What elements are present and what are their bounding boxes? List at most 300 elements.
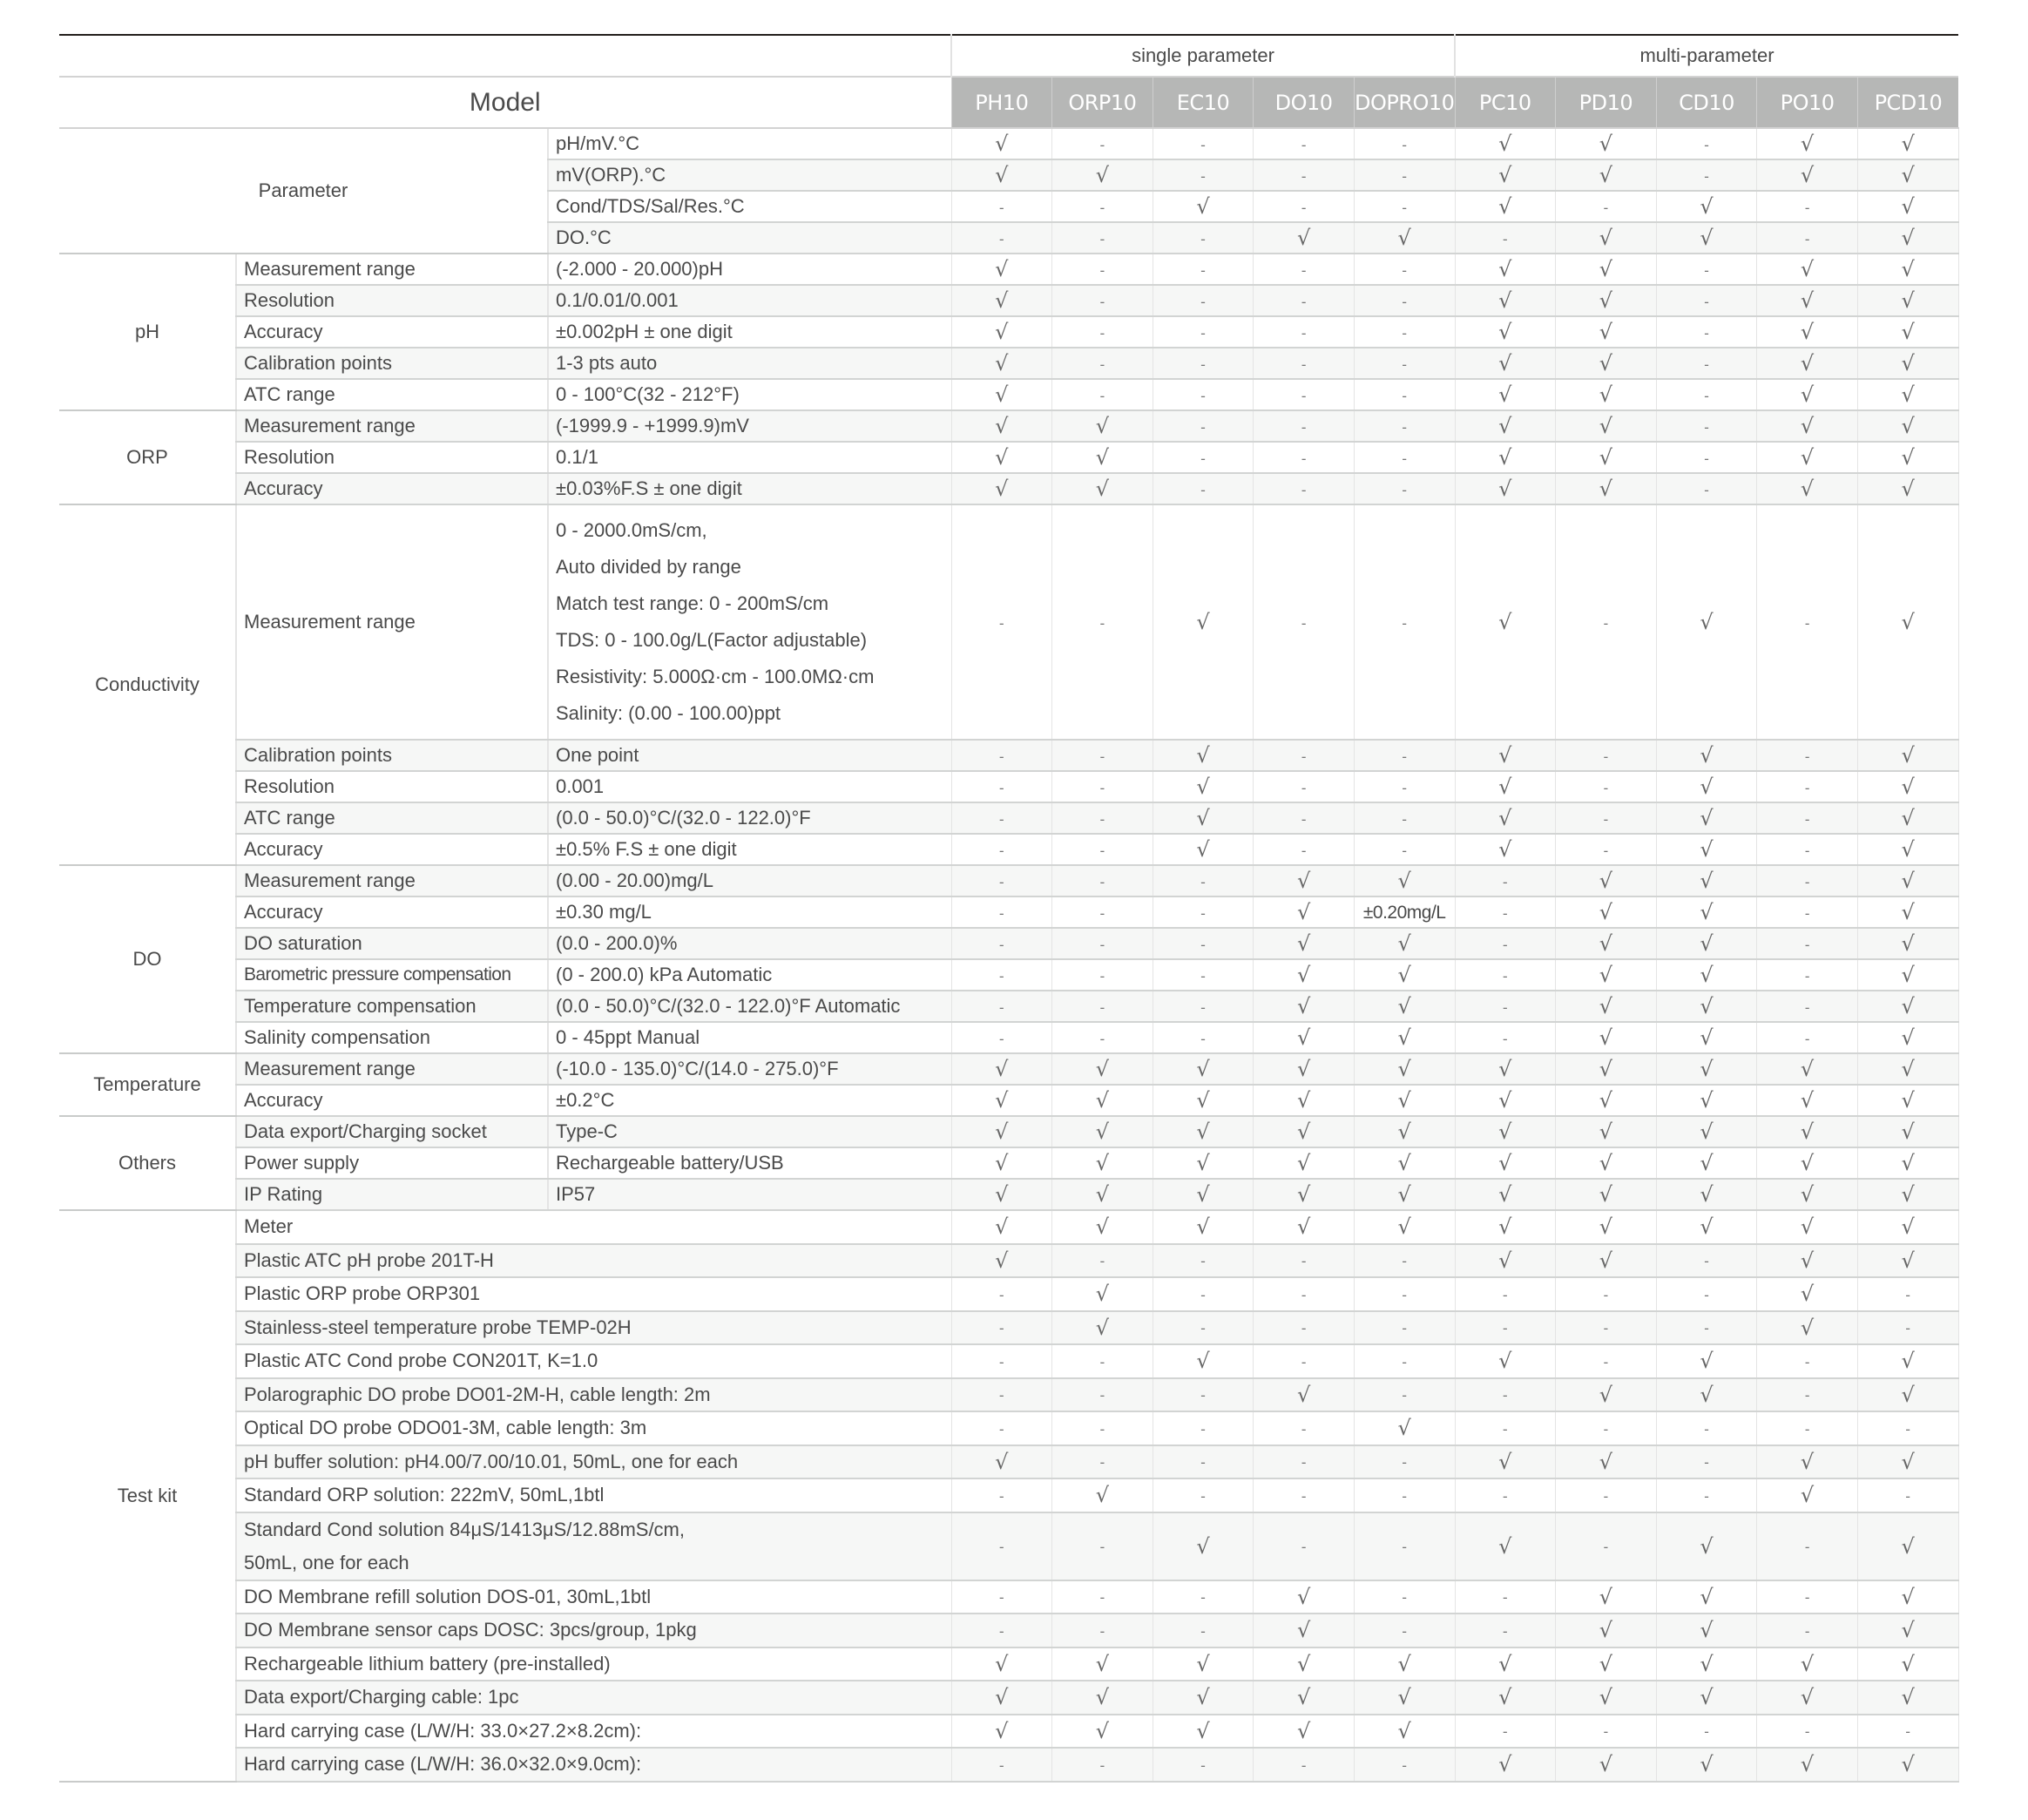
kit-item-line: DO Membrane refill solution DOS-01, 30mL,1btl (244, 1585, 652, 1607)
cell-ec10 (1153, 159, 1254, 191)
check-icon: √ (1498, 194, 1512, 219)
cell-pcd10 (1857, 1053, 1958, 1085)
dash-icon: - (1402, 1253, 1408, 1270)
cell-ph10 (951, 1614, 1052, 1647)
cell-orp10 (1052, 740, 1153, 771)
kit-item-line: 50mL, one for each (244, 1551, 409, 1573)
kit-item-line: Plastic ORP probe ORP301 (244, 1282, 481, 1305)
dash-icon: - (1704, 1420, 1709, 1438)
check-icon: √ (1498, 1151, 1512, 1175)
kit-item-label (236, 1614, 951, 1647)
check-icon: √ (995, 1057, 1009, 1081)
cell-pc10 (1455, 865, 1556, 896)
check-icon: √ (1498, 445, 1512, 470)
cell-cd10 (1656, 771, 1757, 802)
cell-pc10 (1455, 442, 1556, 473)
cell-cd10 (1656, 159, 1757, 191)
check-icon: √ (1296, 1057, 1311, 1081)
cell-do10 (1254, 316, 1355, 348)
cell-cd10 (1656, 1445, 1757, 1479)
dash-icon: - (1804, 1622, 1810, 1640)
cell-cd10 (1656, 991, 1757, 1022)
spec-label: Barometric pressure compensation (236, 959, 548, 991)
cell-dopro10 (1354, 379, 1455, 410)
cell-do10 (1254, 896, 1355, 928)
cell-ph10 (951, 1053, 1052, 1085)
cell-dopro10 (1354, 896, 1455, 928)
cell-cd10 (1656, 442, 1757, 473)
dash-icon: - (1200, 1589, 1206, 1607)
cell-orp10 (1052, 1580, 1153, 1614)
cell-po10 (1757, 991, 1858, 1022)
dash-icon: - (1402, 199, 1408, 216)
spec-label: Accuracy (236, 1085, 548, 1116)
cell-pcd10 (1857, 802, 1958, 834)
dash-icon: - (1301, 748, 1307, 765)
check-icon: √ (1901, 806, 1915, 830)
check-icon: √ (1095, 1182, 1110, 1207)
parameter-value: DO.°C (548, 222, 951, 254)
cell-ec10 (1153, 316, 1254, 348)
spec-value: ±0.2°C (548, 1085, 951, 1116)
cell-cd10 (1656, 128, 1757, 159)
cell-ec10 (1153, 1147, 1254, 1179)
cell-dopro10 (1354, 410, 1455, 442)
cell-ec10 (1153, 1311, 1254, 1345)
check-icon: √ (995, 445, 1009, 470)
cell-pd10 (1556, 285, 1657, 316)
table-row (59, 1022, 1958, 1053)
dash-icon: - (998, 1756, 1004, 1774)
cell-orp10 (1052, 834, 1153, 865)
cell-orp10 (1052, 222, 1153, 254)
cell-dopro10 (1354, 1311, 1455, 1345)
dash-icon: - (1200, 1320, 1206, 1337)
check-icon: √ (1599, 1382, 1613, 1407)
dash-icon: - (1905, 1286, 1911, 1303)
spec-label: Salinity compensation (236, 1022, 548, 1053)
check-icon: √ (1296, 1584, 1311, 1609)
kit-item-label (236, 1277, 951, 1311)
dash-icon: - (998, 873, 1004, 890)
check-icon: √ (1700, 743, 1714, 768)
dash-icon: - (1200, 936, 1206, 953)
dash-icon: - (1704, 261, 1709, 279)
cell-orp10 (1052, 1614, 1153, 1647)
table-row (59, 928, 1958, 959)
cell-pc10 (1455, 285, 1556, 316)
check-icon: √ (1296, 1685, 1311, 1710)
cell-po10 (1757, 928, 1858, 959)
cell-do10 (1254, 379, 1355, 410)
cell-orp10 (1052, 410, 1153, 442)
cell-dopro10 (1354, 1748, 1455, 1782)
check-icon: √ (1800, 1120, 1815, 1144)
check-icon: √ (995, 257, 1009, 281)
cell-po10 (1757, 1147, 1858, 1179)
cell-po10 (1757, 1244, 1858, 1278)
check-icon: √ (1599, 1618, 1613, 1643)
kit-item-line: Plastic ATC pH probe 201T-H (244, 1248, 494, 1271)
dash-icon: - (1200, 1487, 1206, 1505)
dash-icon: - (1402, 293, 1408, 310)
dash-icon: - (1502, 998, 1508, 1016)
cell-ph10 (951, 1512, 1052, 1580)
cell-ec10 (1153, 1116, 1254, 1147)
cell-pd10 (1556, 1210, 1657, 1244)
check-icon: √ (995, 477, 1009, 501)
check-icon: √ (1599, 1025, 1613, 1050)
dash-icon: - (1099, 136, 1105, 153)
cell-ec10 (1153, 285, 1254, 316)
check-icon: √ (1800, 477, 1815, 501)
dash-icon: - (1200, 167, 1206, 185)
check-icon: √ (995, 163, 1009, 187)
check-icon: √ (1196, 743, 1210, 768)
table-row (59, 348, 1958, 379)
cell-orp10 (1052, 991, 1153, 1022)
check-icon: √ (1498, 806, 1512, 830)
check-icon: √ (1599, 320, 1613, 344)
cell-po10 (1757, 1715, 1858, 1749)
cell-pc10 (1455, 222, 1556, 254)
cell-po10 (1757, 771, 1858, 802)
check-icon: √ (995, 1088, 1009, 1113)
cell-do10 (1254, 1614, 1355, 1647)
table-row (59, 1715, 1958, 1749)
cell-pd10 (1556, 504, 1657, 740)
cell-pcd10 (1857, 959, 1958, 991)
check-icon: √ (1397, 1416, 1411, 1441)
cell-pcd10 (1857, 1614, 1958, 1647)
check-icon: √ (995, 382, 1009, 407)
check-icon: √ (1095, 1282, 1110, 1307)
dash-icon: - (1200, 418, 1206, 436)
cell-po10 (1757, 1681, 1858, 1715)
check-icon: √ (1196, 806, 1210, 830)
dash-icon: - (1099, 1420, 1105, 1438)
cell-po10 (1757, 1647, 1858, 1681)
cell-cd10 (1656, 504, 1757, 740)
parameter-value: Cond/TDS/Sal/Res.°C (548, 191, 951, 222)
cell-pcd10 (1857, 191, 1958, 222)
cell-pc10 (1455, 379, 1556, 410)
cell-do10 (1254, 1277, 1355, 1311)
cell-cd10 (1656, 285, 1757, 316)
check-icon: √ (995, 1651, 1009, 1676)
cell-ph10 (951, 1244, 1052, 1278)
cell-pcd10 (1857, 410, 1958, 442)
spec-label: Accuracy (236, 896, 548, 928)
kit-item-label (236, 1311, 951, 1345)
dash-icon: - (998, 1539, 1004, 1555)
cell-pd10 (1556, 1344, 1657, 1378)
cell-po10 (1757, 1022, 1858, 1053)
cell-po10 (1757, 1580, 1858, 1614)
check-icon: √ (1700, 931, 1714, 956)
cell-pd10 (1556, 1053, 1657, 1085)
dash-icon: - (1200, 967, 1206, 984)
section-title-others: Others (59, 1116, 236, 1210)
cell-pcd10 (1857, 1681, 1958, 1715)
spec-label: Calibration points (236, 740, 548, 771)
spec-value: ±0.03%F.S ± one digit (548, 473, 951, 504)
check-icon: √ (1901, 257, 1915, 281)
dash-icon: - (1099, 1454, 1105, 1472)
dash-icon: - (1099, 1622, 1105, 1640)
check-icon: √ (1095, 1214, 1110, 1240)
cell-ph10 (951, 379, 1052, 410)
model-do10: DO10 (1254, 77, 1355, 128)
check-icon: √ (1498, 1057, 1512, 1081)
cell-pc10 (1455, 1512, 1556, 1580)
cell-cd10 (1656, 1210, 1757, 1244)
cell-do10 (1254, 1378, 1355, 1412)
spec-value-line: TDS: 0 - 100.0g/L(Factor adjustable) (556, 629, 868, 651)
check-icon: √ (1901, 1057, 1915, 1081)
cell-ec10 (1153, 1411, 1254, 1445)
cell-dopro10 (1354, 191, 1455, 222)
dash-icon: - (1704, 167, 1709, 185)
cell-orp10 (1052, 1147, 1153, 1179)
cell-ph10 (951, 222, 1052, 254)
cell-pd10 (1556, 410, 1657, 442)
cell-pd10 (1556, 159, 1657, 191)
cell-po10 (1757, 285, 1858, 316)
cell-ec10 (1153, 1478, 1254, 1512)
dash-icon: - (1603, 842, 1609, 859)
cell-do10 (1254, 771, 1355, 802)
cell-do10 (1254, 1022, 1355, 1053)
check-icon: √ (1901, 1382, 1915, 1407)
check-icon: √ (1901, 775, 1915, 799)
check-icon: √ (1498, 610, 1512, 634)
dash-icon: - (1301, 1286, 1307, 1303)
section-title-parameter: Parameter (59, 128, 548, 254)
spec-value: One point (548, 740, 951, 771)
dash-icon: - (1804, 998, 1810, 1016)
cell-pd10 (1556, 740, 1657, 771)
cell-orp10 (1052, 771, 1153, 802)
cell-ec10 (1153, 771, 1254, 802)
check-icon: √ (1700, 1025, 1714, 1050)
check-icon: √ (1800, 351, 1815, 376)
cell-orp10 (1052, 1277, 1153, 1311)
table-row (59, 1344, 1958, 1378)
check-icon: √ (1800, 1651, 1815, 1676)
cell-do10 (1254, 802, 1355, 834)
kit-item-line: Plastic ATC Cond probe CON201T, K=1.0 (244, 1350, 598, 1372)
check-icon: √ (1397, 1151, 1411, 1175)
dash-icon: - (1099, 842, 1105, 859)
cell-po10 (1757, 348, 1858, 379)
cell-do10 (1254, 865, 1355, 896)
check-icon: √ (1800, 1088, 1815, 1113)
cell-po10 (1757, 1445, 1858, 1479)
spec-value: (-2.000 - 20.000)pH (548, 254, 951, 285)
check-icon: √ (1901, 477, 1915, 501)
check-icon: √ (1800, 1752, 1815, 1777)
cell-pc10 (1455, 1478, 1556, 1512)
cell-ph10 (951, 1277, 1052, 1311)
check-icon: √ (1800, 1057, 1815, 1081)
section-title-do: DO (59, 865, 236, 1053)
cell-ph10 (951, 991, 1052, 1022)
check-icon: √ (995, 1248, 1009, 1273)
cell-dopro10 (1354, 740, 1455, 771)
spec-value-line: Resistivity: 5.000Ω·cm - 100.0MΩ·cm (556, 666, 875, 687)
cell-cd10 (1656, 1116, 1757, 1147)
cell-dopro10 (1354, 285, 1455, 316)
dash-icon: - (1402, 748, 1408, 765)
cell-po10 (1757, 1512, 1858, 1580)
cell-pcd10 (1857, 771, 1958, 802)
cell-ec10 (1153, 991, 1254, 1022)
check-icon: √ (995, 1449, 1009, 1474)
check-icon: √ (1498, 743, 1512, 768)
dash-icon: - (1200, 873, 1206, 890)
dash-icon: - (1099, 614, 1105, 632)
cell-ph10 (951, 1715, 1052, 1749)
cell-pcd10 (1857, 504, 1958, 740)
check-icon: √ (1599, 257, 1613, 281)
table-row (59, 1277, 1958, 1311)
cell-pd10 (1556, 254, 1657, 285)
spec-value: (0 - 200.0) kPa Automatic (548, 959, 951, 991)
check-icon: √ (1296, 1120, 1311, 1144)
spec-label: DO saturation (236, 928, 548, 959)
check-icon: √ (1700, 1151, 1714, 1175)
spec-value: 0 - 100°C(32 - 212°F) (548, 379, 951, 410)
spec-value: (0.0 - 200.0)% (548, 928, 951, 959)
cell-po10 (1757, 959, 1858, 991)
dash-icon: - (1704, 387, 1709, 404)
dash-icon: - (1099, 936, 1105, 953)
check-icon: √ (1498, 1685, 1512, 1710)
cell-cd10 (1656, 1681, 1757, 1715)
cell-pc10 (1455, 928, 1556, 959)
check-icon: √ (1700, 837, 1714, 862)
cell-po10 (1757, 410, 1858, 442)
spec-value: 0 - 45ppt Manual (548, 1022, 951, 1053)
cell-po10 (1757, 1311, 1858, 1345)
dash-icon: - (1099, 387, 1105, 404)
check-icon: √ (995, 1120, 1009, 1144)
cell-ph10 (951, 1580, 1052, 1614)
check-icon: √ (1296, 963, 1311, 987)
check-icon: √ (1700, 1382, 1714, 1407)
spec-value: 0.001 (548, 771, 951, 802)
spec-value: (-10.0 - 135.0)°C/(14.0 - 275.0)°F (548, 1053, 951, 1085)
cell-cd10 (1656, 1085, 1757, 1116)
cell-cd10 (1656, 1478, 1757, 1512)
cell-ec10 (1153, 1445, 1254, 1479)
table-row (59, 410, 1958, 442)
dash-icon: - (1099, 230, 1105, 247)
check-icon: √ (1296, 994, 1311, 1018)
cell-pd10 (1556, 191, 1657, 222)
dash-icon: - (1804, 810, 1810, 828)
cell-pd10 (1556, 1614, 1657, 1647)
kit-item-label (236, 1445, 951, 1479)
dash-icon: - (998, 1420, 1004, 1438)
spec-label: Accuracy (236, 834, 548, 865)
cell-pd10 (1556, 1512, 1657, 1580)
cell-cd10 (1656, 1614, 1757, 1647)
check-icon: √ (1498, 1752, 1512, 1777)
cell-pd10 (1556, 834, 1657, 865)
cell-do10 (1254, 1210, 1355, 1244)
cell-pcd10 (1857, 348, 1958, 379)
cell-cd10 (1656, 1411, 1757, 1445)
cell-ec10 (1153, 1681, 1254, 1715)
dash-icon: - (1502, 1589, 1508, 1607)
dash-icon: - (1402, 1286, 1408, 1303)
dash-icon: - (1301, 1539, 1307, 1555)
check-icon: √ (1498, 351, 1512, 376)
dash-icon: - (1301, 614, 1307, 632)
dash-icon: - (1402, 810, 1408, 828)
check-icon: √ (1296, 1718, 1311, 1743)
cell-cd10 (1656, 1147, 1757, 1179)
kit-item-line: Hard carrying case (L/W/H: 36.0×32.0×9.0cm): (244, 1753, 642, 1776)
table-row (59, 1311, 1958, 1345)
dash-icon: - (1099, 779, 1105, 796)
cell-pcd10 (1857, 254, 1958, 285)
kit-item-line: Hard carrying case (L/W/H: 33.0×27.2×8.2cm): (244, 1719, 642, 1742)
cell-ph10 (951, 1179, 1052, 1210)
check-icon: √ (1700, 806, 1714, 830)
cell-pc10 (1455, 991, 1556, 1022)
spec-label: Measurement range (236, 410, 548, 442)
cell-do10 (1254, 1344, 1355, 1378)
dash-icon: - (1603, 1723, 1609, 1741)
dash-icon: - (1502, 1420, 1508, 1438)
dash-icon: - (1200, 1030, 1206, 1047)
cell-do10 (1254, 222, 1355, 254)
dash-icon: - (1905, 1420, 1911, 1438)
check-icon: √ (1700, 1618, 1714, 1643)
cell-pc10 (1455, 1715, 1556, 1749)
check-icon: √ (1397, 1685, 1411, 1710)
dash-icon: - (1402, 842, 1408, 859)
spec-label: Accuracy (236, 316, 548, 348)
cell-orp10 (1052, 1085, 1153, 1116)
cell-po10 (1757, 1277, 1858, 1311)
cell-orp10 (1052, 896, 1153, 928)
dash-icon: - (1099, 998, 1105, 1016)
cell-po10 (1757, 1053, 1858, 1085)
cell-ph10 (951, 348, 1052, 379)
cell-ph10 (951, 1681, 1052, 1715)
dash-icon: - (1804, 1353, 1810, 1370)
cell-pd10 (1556, 128, 1657, 159)
spec-value: ±0.5% F.S ± one digit (548, 834, 951, 865)
dash-icon: - (1603, 748, 1609, 765)
dash-icon: - (1301, 199, 1307, 216)
cell-ph10 (951, 1147, 1052, 1179)
dash-icon: - (1301, 324, 1307, 342)
check-icon: √ (1599, 931, 1613, 956)
dash-icon: - (998, 967, 1004, 984)
kit-item-line: Stainless-steel temperature probe TEMP-02H (244, 1316, 632, 1338)
dash-icon: - (1402, 1622, 1408, 1640)
dash-icon: - (1603, 1420, 1609, 1438)
dash-icon: - (1200, 1756, 1206, 1774)
dash-icon: - (1301, 779, 1307, 796)
dash-icon: - (1402, 481, 1408, 498)
cell-ec10 (1153, 1022, 1254, 1053)
